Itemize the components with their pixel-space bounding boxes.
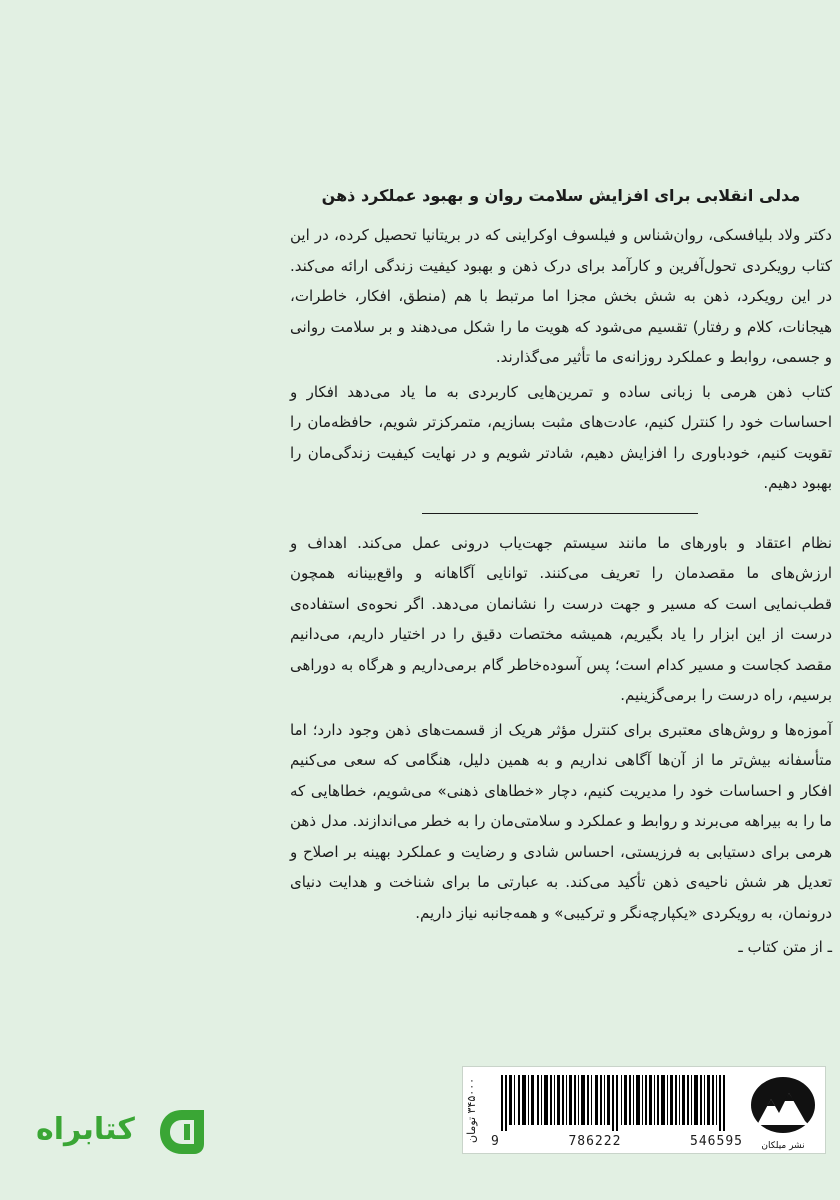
isbn-digits (491, 1134, 743, 1149)
ketabrah-logo (36, 1104, 216, 1160)
blurb-heading: مدلی انقلابی برای افزایش سلامت روان و بهبود عملکرد ذهن (321, 186, 801, 205)
excerpt-source: ـ از متن کتاب ـ (738, 938, 832, 956)
section-divider (422, 513, 698, 514)
publisher-name: نشر میلکان (761, 1141, 805, 1151)
isbn-group-2: 546595 (690, 1134, 743, 1149)
isbn-prefix: 9 (491, 1134, 500, 1149)
blurb-paragraph-1: دکتر ولاد بلیافسکی، روان‌شناس و فیلسوف اوکراینی که در بریتانیا تحصیل کرده، در این کتاب رویکردی تحول‌آفرین و کارآمد برای درک ذهن و بهبود کیفیت زندگی ارائه می‌کند. در این رویکرد، ذهن به شش بخش مجزا اما مرتبط با هم (منطق، افکار، خاطرات، هیجانات، کلام و رفتار) تقسیم می‌شود که هویت ما را شکل می‌دهند و بر سلامت روانی و جسمی، روابط و عملکرد روزانه‌ی ما تأثیر می‌گذارند. (290, 226, 832, 366)
book-icon (154, 1104, 210, 1160)
mountain-icon (747, 1075, 819, 1145)
brand-wordmark: کتابراه (36, 1112, 135, 1147)
blurb-paragraph-2: کتاب ذهن هرمی با زبانی ساده و تمرین‌هایی کاربردی به ما یاد می‌دهد افکار و احساسات خود را کنترل کنیم، عادت‌های مثبت بسازیم، متمرکزتر شویم، حافظه‌مان را تقویت کنیم، خودباوری را افزایش دهیم، شادتر شویم و در نهایت کیفیت زندگی‌مان را بهبود دهیم. (290, 382, 832, 492)
barcode-bars (491, 1075, 743, 1131)
back-cover-text (150, 180, 832, 962)
excerpt-paragraph-1: نظام اعتقاد و باورهای ما مانند سیستم جهت‌یاب درونی عمل می‌کند. اهداف و ارزش‌های ما مقصدمان را تعریف می‌کنند. توانایی آگاهانه و واقع‌بینانه همچون قطب‌نمایی است که مسیر و جهت درست را نشانمان می‌دهد. اگر نحوه‌ی استفاده‌ی درست از این ابزار را یاد بگیریم، همیشه مختصات دقیق را در اختیار داریم، می‌دانیم مقصد کجاست و مسیر کدام است؛ پس آسوده‌خاطر گام برمی‌داریم و هرگاه به دوراهی برسیم، راه درست را برمی‌گزینیم. (290, 533, 832, 704)
isbn-barcode (491, 1075, 743, 1149)
isbn-group-1: 786222 (568, 1134, 622, 1149)
price-label: ۳۴۵۰۰۰ تومان (465, 1077, 478, 1143)
barcode-box (462, 1066, 826, 1154)
excerpt-paragraph-2: آموزه‌ها و روش‌های معتبری برای کنترل مؤثر هریک از قسمت‌های ذهن وجود دارد؛ اما متأسفانه بیش‌تر ما از آن‌ها آگاهی نداریم و به همین دلیل، هنگامی که سعی می‌کنیم افکار و احساسات خود را مدیریت کنیم، دچار «خطاهای ذهنی» می‌شویم، خطاهایی که ما را به بیراهه می‌برند و روابط و عملکرد و سلامتی‌مان را به خطر می‌اندازند. مدل ذهن هرمی برای دستیابی به فرزیستی، احساس شادی و رضایت و عملکرد بهینه بر اصلاح و تعدیل هر شش ناحیه‌ی ذهن تأکید می‌کند. به عبارتی ما برای شناخت و هدایت دنیای درونمان، به رویکردی «یکپارچه‌نگر و ترکیبی» و همه‌جانبه نیاز داریم. (290, 720, 832, 922)
